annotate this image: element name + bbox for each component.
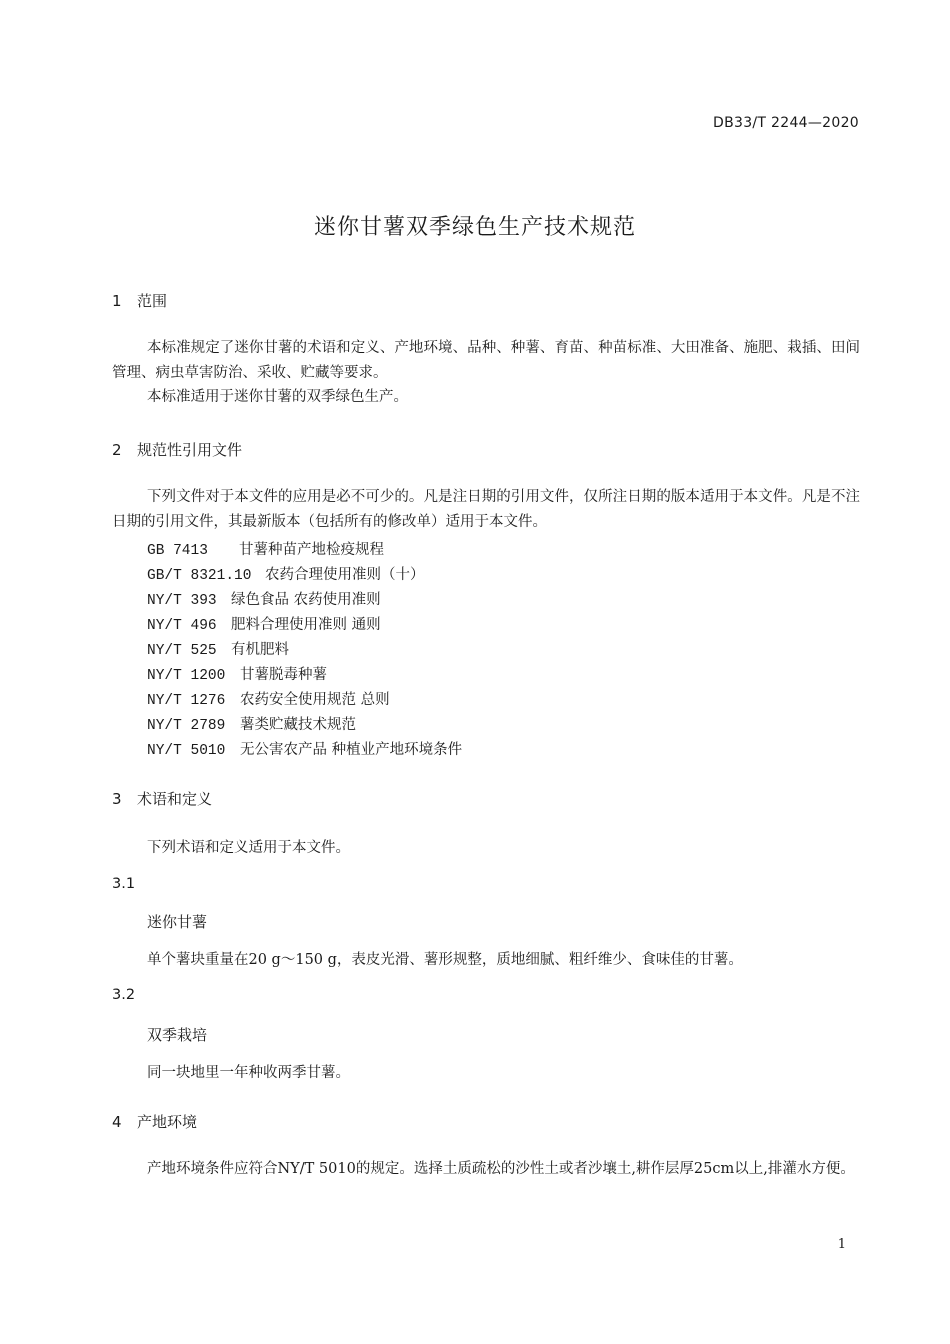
section-2-paragraph-1: 下列文件对于本文件的应用是必不可少的。凡是注日期的引用文件，仅所注日期的版本适用于本文件。凡是不注日期的引用文件，其最新版本（包括所有的修改单）适用于本文件。 (112, 489, 860, 530)
section-4-paragraph-1: 产地环境条件应符合NY/T 5010的规定。选择土质疏松的沙性土或者沙壤土,耕作层厚25cm以上,排灌水方便。 (147, 1161, 855, 1177)
section-1-paragraph-1: 本标准规定了迷你甘薯的术语和定义、产地环境、品种、种薯、育苗、种苗标准、大田准备、施肥、栽插、田间管理、病虫草害防治、采收、贮藏等要求。 (112, 340, 860, 381)
page-number: 1 (837, 1237, 846, 1252)
reference-item (147, 738, 462, 759)
reference-item (147, 563, 425, 584)
reference-code: NY/T 2789 (147, 718, 226, 734)
reference-title: 有机肥料 (231, 642, 289, 658)
section-1-paragraph-2: 本标准适用于迷你甘薯的双季绿色生产。 (147, 389, 408, 405)
reference-code: GB/T 8321.10 (147, 568, 252, 584)
section-title: 产地环境 (137, 1113, 198, 1131)
term-name: 双季栽培 (147, 1026, 208, 1044)
section-1-heading (112, 290, 167, 311)
reference-code: NY/T 525 (147, 643, 217, 659)
reference-code: NY/T 1276 (147, 693, 226, 709)
term-definition: 同一块地里一年种收两季甘薯。 (147, 1065, 350, 1081)
reference-code: GB 7413 (147, 543, 208, 559)
section-4-heading (112, 1111, 197, 1132)
reference-item (147, 663, 327, 684)
reference-title: 甘薯脱毒种薯 (240, 667, 327, 683)
section-2-heading (112, 439, 242, 460)
reference-item (147, 588, 381, 609)
section-number: 3 (112, 790, 122, 808)
section-title: 术语和定义 (137, 790, 213, 808)
reference-item (147, 688, 390, 709)
section-number: 1 (112, 292, 122, 310)
section-title: 范围 (137, 292, 168, 310)
section-number: 2 (112, 441, 122, 459)
reference-title: 绿色食品 农药使用准则 (231, 592, 381, 608)
reference-title: 无公害农产品 种植业产地环境条件 (240, 742, 463, 758)
clause-number: 3.2 (112, 987, 136, 1003)
document-title: 迷你甘薯双季绿色生产技术规范 (313, 215, 636, 240)
reference-title: 甘薯种苗产地检疫规程 (239, 542, 384, 558)
reference-item (147, 538, 384, 559)
section-3-paragraph-1: 下列术语和定义适用于本文件。 (147, 840, 350, 856)
document-code: DB33/T 2244—2020 (713, 115, 859, 131)
reference-code: NY/T 496 (147, 618, 217, 634)
reference-title: 农药安全使用规范 总则 (240, 692, 390, 708)
reference-code: NY/T 1200 (147, 668, 226, 684)
section-3-heading (112, 788, 212, 809)
section-number: 4 (112, 1113, 122, 1131)
section-title: 规范性引用文件 (137, 441, 243, 459)
reference-title: 肥料合理使用准则 通则 (231, 617, 381, 633)
reference-item (147, 713, 356, 734)
reference-code: NY/T 393 (147, 593, 217, 609)
reference-item (147, 613, 381, 634)
term-definition: 单个薯块重量在20 g～150 g，表皮光滑、薯形规整，质地细腻、粗纤维少、食味佳的甘薯。 (147, 952, 743, 968)
clause-number: 3.1 (112, 876, 136, 892)
reference-title: 薯类贮藏技术规范 (240, 717, 356, 733)
reference-code: NY/T 5010 (147, 743, 226, 759)
reference-item (147, 638, 289, 659)
reference-title: 农药合理使用准则（十） (265, 567, 425, 583)
term-name: 迷你甘薯 (147, 913, 208, 931)
